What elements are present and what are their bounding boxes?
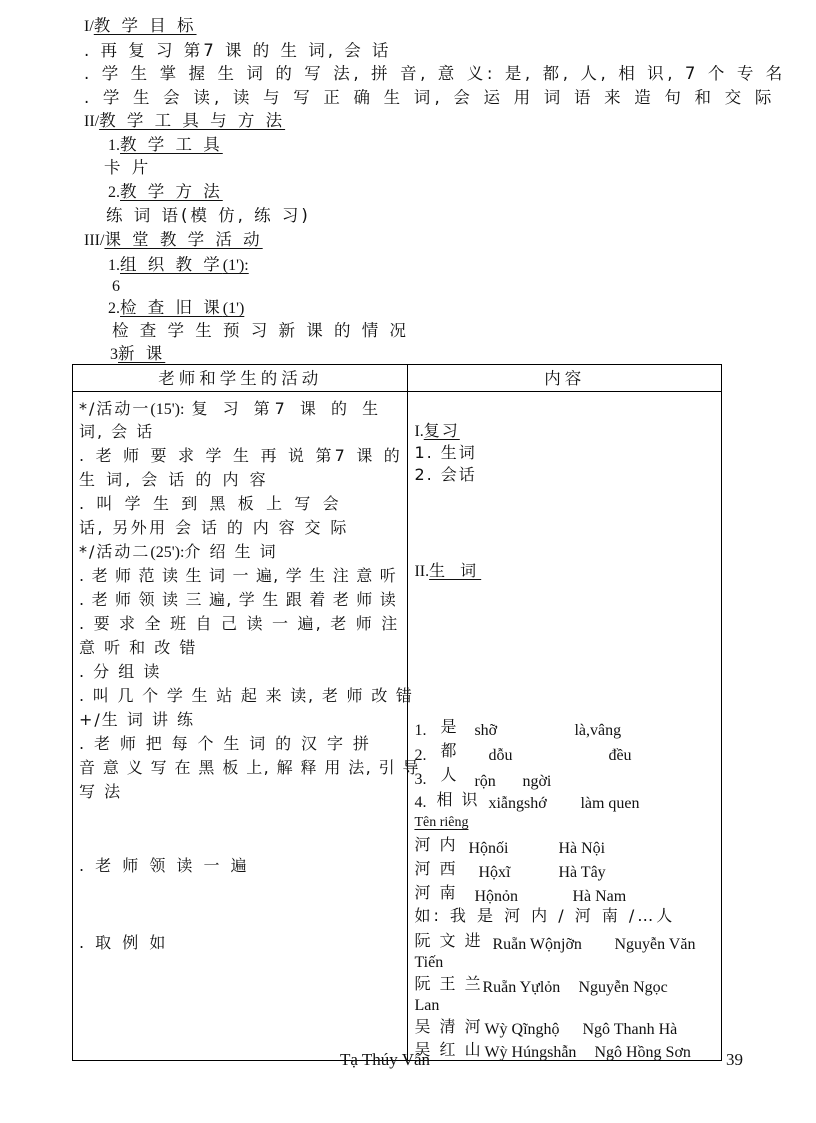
person-vietnamese: Ngô Thanh Hà [582,1021,678,1038]
section-1-prefix: I/ [84,18,94,35]
name-hanzi: 河 南 [414,883,458,902]
activity-2-line-5: 意 听 和 改 错 [79,638,198,657]
review-text: 检 查 学 生 预 习 新 课 的 情 况 [112,321,409,340]
vocab-number: 4. [414,794,427,811]
subsection-3-1-heading [108,254,249,277]
footer-author: Tạ Thúy Vân [340,1050,431,1069]
vocab-number: 1. [414,722,427,739]
person-vietnamese-cont: Lan [414,997,440,1014]
activity-1-line-2: 词, 会 话 [79,422,155,441]
name-pinyin: Hộnỏn [474,888,518,905]
person-hanzi: 吴 清 河 [414,1017,483,1036]
person-hanzi: 吴 红 山 [414,1040,483,1059]
person-hanzi: 阮 王 兰 [414,974,483,993]
content-vocab-num: II. [414,563,430,580]
person-pinyin: Ruẵn Yựlỏn [482,979,561,996]
activity-1-line-5: . 叫 学 生 到 黑 板 上 写 会 [79,494,343,513]
vocab-hanzi: 相 识 [436,790,480,809]
vocab-number: 3. [414,771,427,788]
subsection-2-2-num: 2. [108,184,120,201]
section-3-prefix: III/ [84,232,105,249]
section-2-prefix: II/ [84,113,100,130]
content-vocab-heading [414,560,481,583]
vocab-pinyin: rộn [474,773,496,790]
activity-2-line-11: 写 法 [79,782,123,801]
person-vietnamese: Nguyễn Ngọc [578,979,668,996]
person-pinyin: Wỳ Húngshẫn [484,1044,577,1061]
content-review-num: I. [414,423,424,440]
subsection-3-3-heading [110,343,165,366]
content-cell [408,392,722,1061]
section-1-heading [84,15,197,38]
person-hanzi: 阮 文 进 [414,931,483,950]
name-pinyin: Hộnối [468,840,509,857]
subsection-3-1-time: (1'): [222,257,249,274]
table-body-row [73,392,722,1061]
section-3-title: 课 堂 教 学 活 动 [104,230,263,249]
vocab-pinyin: xiẫngshớ [488,795,547,812]
activity-2-label: */活动二 [79,542,151,561]
name-vietnamese: Hà Tây [558,864,606,881]
vocab-pinyin: dỗu [488,747,513,764]
person-pinyin: Ruẵn Wộnjỡn [492,936,582,953]
activity-2-line-13: . 取 例 如 [79,933,169,952]
content-vocab-title: 生 词 [429,561,482,580]
content-review-item-1: 1. 生词 [414,443,477,462]
vocab-pinyin: shỡ [474,722,498,739]
activity-2-line-3: . 老 师 领 读 三 遍, 学 生 跟 着 老 师 读 [79,590,397,609]
activity-2-line-12: . 老 师 领 读 一 遍 [79,856,250,875]
lesson-table [72,364,722,1061]
activity-2-line-8: +/生 词 讲 练 [79,710,196,729]
activity-1-line-6: 话, 另外用 会 话 的 内 容 交 际 [79,518,349,537]
activity-2-title: 介 绍 生 词 [184,542,278,561]
content-review-title: 复习 [423,421,460,440]
vocab-vietnamese: đều [608,747,632,764]
section-1-title: 教 学 目 标 [93,16,197,35]
vocab-hanzi: 人 [440,765,459,784]
content-review-item-2: 2. 会话 [414,465,477,484]
activity-2-line-10: 音 意 义 写 在 黑 板 上, 解 释 用 法, 引 导 [79,758,420,777]
activity-2-line-4: . 要 求 全 班 自 己 读 一 遍, 老 师 注 [79,614,400,633]
name-vietnamese: Hà Nam [572,888,627,905]
organize-text: 6 [112,278,120,295]
activity-2-time: (25'): [150,544,185,561]
subsection-3-3-title: 新 课 [118,344,166,363]
name-hanzi: 河 内 [414,835,458,854]
name-hanzi: 河 西 [414,859,458,878]
header-content: 内容 [408,365,722,392]
header-activities: 老师和学生的活动 [73,365,408,392]
subsection-2-1-num: 1. [108,137,120,154]
person-pinyin: Wỳ Qĩnghộ [484,1021,560,1038]
person-vietnamese: Ngô Hồng Sơn [594,1044,691,1061]
activity-2-line-2: . 老 师 范 读 生 词 一 遍, 学 生 注 意 听 [79,566,397,585]
name-pinyin: Hộxĩ [478,864,511,881]
vocab-vietnamese: ngời [522,773,552,790]
section-2-heading [84,110,285,133]
person-vietnamese: Nguyễn Văn [614,936,696,953]
activity-1-time: (15'): [150,401,185,418]
subsection-3-2-time: (1') [222,300,245,317]
activity-1-line-4: 生 词, 会 话 的 内 容 [79,470,269,489]
subsection-2-1-heading [108,134,223,157]
proper-names-title: Tên riêng [414,815,469,830]
subsection-3-1-title: 组 织 教 学 [120,255,223,274]
activity-2-heading [79,541,278,564]
activity-2-line-9: . 老 师 把 每 个 生 词 的 汉 字 拼 [79,734,372,753]
activity-1-title: 复 习 第7 课 的 生 [191,399,384,418]
subsection-3-2-heading [108,297,244,320]
activity-1-heading [79,398,383,421]
example-sentence: 如: 我 是 河 内 / 河 南 /…人 [414,906,676,925]
section-3-heading [84,229,263,252]
vocab-vietnamese: là,vâng [574,722,622,739]
content-review-heading [414,420,459,443]
vocab-hanzi: 都 [440,741,459,760]
section-2-title: 教 学 工 具 与 方 法 [99,111,286,130]
vocab-number: 2. [414,747,427,764]
page-number: 39 [726,1050,743,1069]
name-vietnamese: Hà Nội [558,840,606,857]
objective-3: . 学 生 会 读, 读 与 写 正 确 生 词, 会 运 用 词 语 来 造 句 和 交 际 [84,88,776,107]
subsection-2-2-title: 教 学 方 法 [120,182,223,201]
subsection-3-1-num: 1. [108,257,120,274]
activity-1-line-3: . 老 师 要 求 学 生 再 说 第7 课 的 [79,446,404,465]
subsection-2-1-title: 教 学 工 具 [120,135,223,154]
tools-text: 卡 片 [104,158,152,177]
activity-2-line-7: . 叫 几 个 学 生 站 起 来 读, 老 师 改 错 [79,686,414,705]
subsection-3-2-title: 检 查 旧 课 [120,298,223,317]
subsection-3-2-num: 2. [108,300,120,317]
vocab-vietnamese: làm quen [580,795,640,812]
activity-1-label: */活动一 [79,399,151,418]
person-vietnamese-cont: Tiến [414,954,444,971]
methods-text: 练 词 语(模 仿, 练 习) [106,206,311,225]
subsection-3-3-num: 3 [110,346,118,363]
table-header-row [73,365,722,392]
objective-1: . 再 复 习 第7 课 的 生 词, 会 话 [84,41,392,60]
activity-2-line-6: . 分 组 读 [79,662,162,681]
subsection-2-2-heading [108,181,223,204]
objective-2: . 学 生 掌 握 生 词 的 写 法, 拼 音, 意 义: 是, 都, 人, 相 识, 7 个 专 名 [84,64,786,83]
vocab-hanzi: 是 [440,717,459,736]
